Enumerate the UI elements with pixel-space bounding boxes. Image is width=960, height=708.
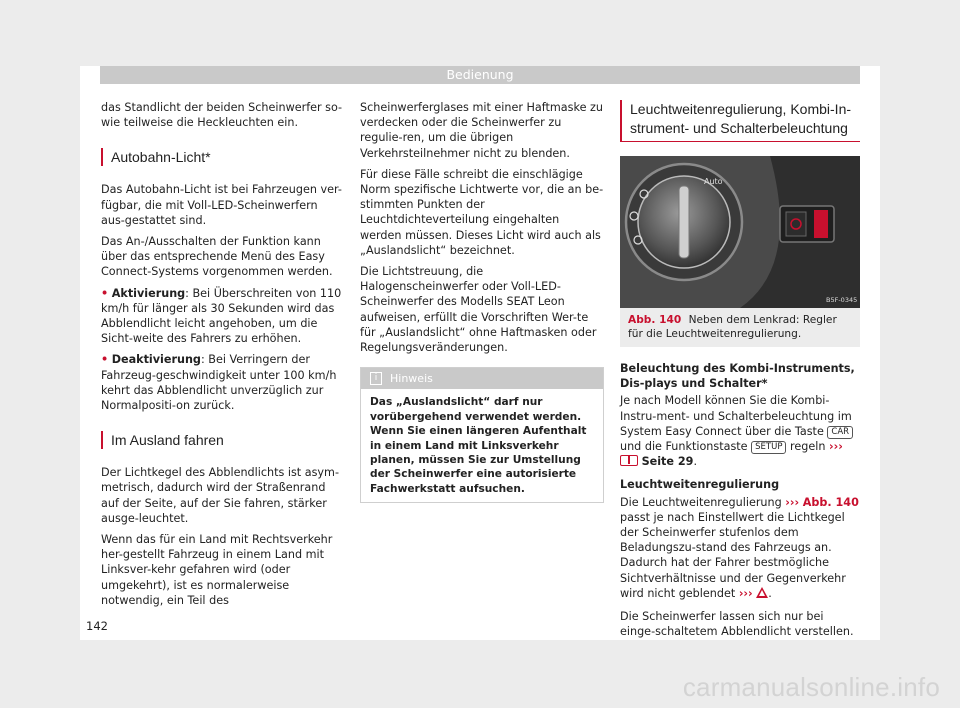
bullet-icon: • xyxy=(101,286,109,300)
paragraph: Der Lichtkegel des Abblendlichts ist asym-metrisch, dadurch wird der Straßenrand auf der Seite, auf der Sie fahren, stärker ausge-leuchtet. xyxy=(101,466,339,525)
book-icon xyxy=(620,455,638,466)
arrows-icon: ››› xyxy=(738,586,753,600)
note-title: Hinweis xyxy=(390,372,433,386)
text: regeln xyxy=(790,440,826,454)
arrows-icon: ››› xyxy=(785,495,800,509)
paragraph: Für diese Fälle schreibt die einschlägige Norm spezifische Lichtwerte vor, die an be-stimmten Punkten der Leuchtdichteverteilung eingehalten werden müssen. Dieses Licht wird auch als „Auslandslicht“ bezeichnet. xyxy=(360,167,604,257)
figure-caption xyxy=(620,308,860,347)
column-left xyxy=(101,100,344,614)
page-reference[interactable]: Seite 29 xyxy=(641,455,694,469)
text: Je nach Modell können Sie die Kombi-Instru-ment- und Schalterbeleuchtung im System Easy Connect über die Taste xyxy=(620,394,852,438)
bullet-item-aktivierung xyxy=(101,286,344,347)
subheading-leuchtweite: Leuchtweitenregulierung xyxy=(620,478,780,492)
figure-headlight-switch xyxy=(620,156,860,308)
section-heading-autobahn: Autobahn-Licht* xyxy=(101,148,344,166)
caption-label: Abb. 140 xyxy=(628,314,682,326)
warning-icon xyxy=(756,587,768,598)
section-heading-leuchtweite: Leuchtweitenregulierung, Kombi-In-strument- und Schalterbeleuchtung xyxy=(620,100,860,142)
page-header: Bedienung xyxy=(100,66,860,84)
note-body: Das „Auslandslicht“ darf nur vorübergehend verwendet werden. Wenn Sie einen längeren Aufenthalt in einem Land mit Linksverkehr planen, müssen Sie zur Umstellung der Scheinwerfer eine autorisierte Fachwerkstatt aufsuchen. xyxy=(370,396,587,495)
page-number: 142 xyxy=(86,619,108,633)
bullet-icon: • xyxy=(101,353,109,367)
subheading-beleuchtung: Beleuchtung des Kombi-Instruments, Dis-plays und Schalter* xyxy=(620,362,855,391)
text: und die Funktionstaste xyxy=(620,440,748,454)
text: passt je nach Einstellwert die Lichtkegel der Scheinwerfer stufenlos dem Beladungszu-stand des Fahrzeugs an. Dadurch hat der Fahrer bestmögliche Sichtverhältnisse und der Gegenverkehr wird nicht geblendet xyxy=(620,510,846,600)
paragraph: Wenn das für ein Land mit Rechtsverkehr her-gestellt Fahrzeug in einem Land mit Linksver-kehr gefahren wird (oder umgekehrt), ist es normalerweise notwendig, ein Teil des xyxy=(101,533,333,607)
paragraph: Die Scheinwerfer lassen sich nur bei einge-schaltetem Abblendlicht verstellen. xyxy=(620,610,854,639)
bullet-text: : Bei Überschreiten von 110 km/h für länger als 30 Sekunden wird das Abblendlicht leicht angehoben, um die Sicht-weite des Fahrers zu erhöhen. xyxy=(101,286,342,346)
caption-text: Neben dem Lenkrad: Regler für die Leuchtweitenregulierung. xyxy=(628,314,837,340)
paragraph-leuchtweite: Die Leuchtweitenregulierung ››› Abb. 140 passt je nach Einstellwert die Lichtkegel der Scheinwerfer stufenlos dem Beladungszu-stand des Fahrzeugs an. Dadurch hat der Fahrer bestmögliche Sichtverhältnisse und der Gegenverkehr wird nicht geblendet ››› . xyxy=(620,495,859,600)
info-icon: i xyxy=(370,372,382,385)
watermark: carmanualsonline.info xyxy=(682,672,940,702)
paragraph: das Standlicht der beiden Scheinwerfer so-wie teilweise die Heckleuchten ein. xyxy=(101,101,343,130)
column-right xyxy=(620,100,860,645)
text: Die Leuchtweitenregulierung xyxy=(620,495,782,509)
note-box xyxy=(360,367,604,503)
bullet-text: : Bei Verringern der Fahrzeug-geschwindigkeit unter 100 km/h kehrt das Abblendlicht unverzüglich zur Normalpositi-on zurück. xyxy=(101,353,337,413)
section-heading-ausland: Im Ausland fahren xyxy=(101,431,344,449)
figure-code: B5F-0345 xyxy=(826,296,858,304)
column-middle xyxy=(360,100,604,503)
bullet-label: Aktivierung xyxy=(111,286,186,300)
bullet-item-deaktivierung xyxy=(101,352,344,413)
figure-reference[interactable]: Abb. 140 xyxy=(802,495,859,509)
bullet-label: Deaktivierung xyxy=(111,353,201,367)
setup-key-icon: SETUP xyxy=(751,441,786,454)
arrows-icon: ››› xyxy=(829,440,843,454)
light-switch-illustration xyxy=(620,156,860,308)
paragraph: Die Lichtstreuung, die Halogenscheinwerfer oder Voll-LED-Scheinwerfer des Modells SEAT Leon aufweisen, erfüllt die Vorschriften Wer-te für „Auslandslicht“ ohne Haftmasken oder Regelungsveränderungen. xyxy=(360,265,597,355)
auto-label: Auto xyxy=(704,177,723,186)
car-key-icon: CAR xyxy=(827,426,853,439)
paragraph-beleuchtung: Je nach Modell können Sie die Kombi-Instru-ment- und Schalterbeleuchtung im System Easy Connect über die Taste CAR und die Funktionstaste SETUP regeln ››› Seite 29. xyxy=(620,394,852,469)
paragraph: Das An-/Ausschalten der Funktion kann über das entsprechende Menü des Easy Connect-Systems vorgenommen werden. xyxy=(101,235,333,279)
paragraph: Scheinwerferglases mit einer Haftmaske zu verdecken oder die Scheinwerfer zu regulie-ren, um die übrigen Verkehrsteilnehmer nicht zu blenden. xyxy=(360,101,603,160)
note-header xyxy=(361,368,603,389)
paragraph: Das Autobahn-Licht ist bei Fahrzeugen ver-fügbar, die mit Voll-LED-Scheinwerfern aus-gestattet sind. xyxy=(101,183,342,227)
